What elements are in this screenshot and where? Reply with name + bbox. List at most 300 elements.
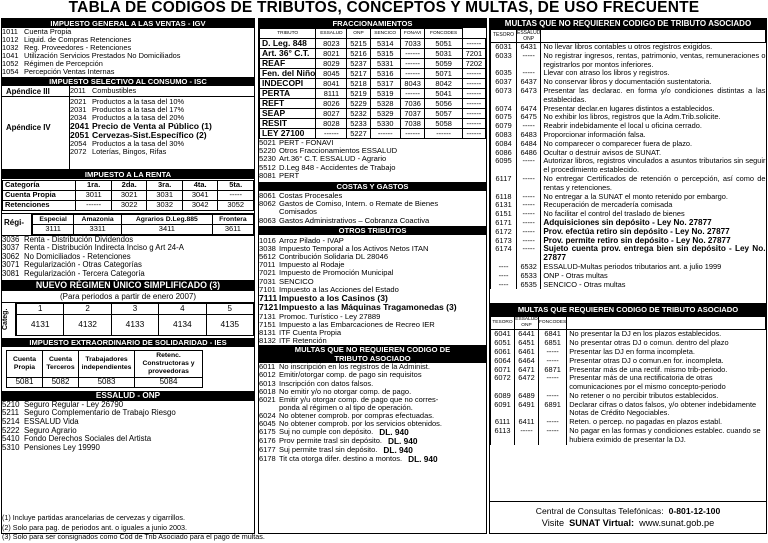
description: Seguro Agrario [24,425,77,435]
isc-apendice-labels [2,86,70,169]
code: 2011 [70,85,86,95]
footnote: (3) Solo para ser consignados como Cód de Trib Asociado para el pago de multas. [2,532,265,541]
ies-value-row [7,377,203,387]
multas-desc: No entregar Certificados de retención o percepción, así como de rentas y retenciones. [543,173,766,192]
regimen-col: Especial [33,214,74,224]
renta-cell: Retenciones [3,200,76,210]
multas-code: 6075 [491,113,517,122]
web-line [490,519,766,529]
code: 8132 [259,336,276,346]
law-ref: DL. 940 [379,427,409,438]
renta-cell: ------ [76,200,112,210]
sunat-virtual: SUNAT Virtual [569,518,632,529]
multas-code: 6091 [491,401,515,419]
apendice-iii: Apéndice III [2,86,69,97]
multas-desc: No presentar la DJ en los plazos establecidos. [569,329,722,339]
multas-code: 6489 [515,392,539,401]
description: Impuesto a los Casinos (3) [279,293,388,303]
code: 6018 [259,386,276,396]
description: Impuesto a las Embarcaciones de Recreo IER [279,319,435,329]
description: Impuesto Temporal a los Activos Netos ITAN [279,243,429,253]
fracc-row [260,39,486,49]
fracc-code: ------ [400,59,425,69]
code: 2021 [70,96,87,106]
fracc-code: 5233 [347,119,370,129]
fracc-code: 5057 [425,109,462,119]
fracc-code: 8111 [316,89,347,99]
description: PERT - FONAVI [279,138,334,147]
regimen-col: Agrarios D.Leg.885 [121,214,212,224]
renta-cell: 3021 [111,190,147,200]
multas2-header-row [491,317,766,330]
renta-cell: 1ra. [76,180,112,190]
description: Gastos de Comiso, Intern. o Remate de Bienes Comisados [279,199,439,217]
multas-code: 6464 [515,357,539,366]
fracc-tributo: REFT [260,99,316,109]
description: Liquid. de Compras Retenciones [24,34,132,44]
multas-code: 6074 [491,105,517,114]
ies-col: Cuenta Terceros [43,350,79,377]
multas-code: 6095 [491,157,517,175]
multas-code: 6533 [517,272,541,281]
code: 3037 [2,243,20,253]
description: Prov permite trasl sin depósito. [279,436,382,446]
description: Impuesto a las Máquinas Tragamonedas (3) [279,302,457,313]
isc-box [2,86,254,170]
rus-categ-label: Categ. [2,303,16,336]
fracc-code: ------ [400,129,425,139]
code: 1032 [2,42,19,52]
description: No inscripción en los registros de la Administ. [279,362,430,372]
multas-code: 6486 [517,149,541,158]
isc-header: IMPUESTO SELECTIVO AL CONSUMO - ISC [2,77,254,86]
fracc-code: ------ [462,89,485,99]
description: Seguro Regular - Ley 26790 [24,399,124,409]
description: Arroz Pilado - IVAP [279,235,344,245]
code: 8063 [259,215,276,225]
multas-code: 6037 [491,78,517,87]
multas-desc: Prov. efectúa retiro sin depósito - Ley No. 27877 [543,226,730,236]
fracc-col: ESSALUD [316,29,347,39]
code: 6024 [259,410,276,420]
multas-code: 6411 [515,418,539,427]
multas-code: 6079 [491,122,517,131]
fracc-col: ONP [347,29,370,39]
otros-rows [259,235,486,346]
renta-cell: 3042 [182,200,218,210]
code: 7151 [259,319,276,329]
ies-header: IMPUESTO EXTRAORDINARIO DE SOLIDARIDAD - IES [2,338,254,347]
regimen-header-row [33,214,254,224]
law-ref: DL. 940 [408,453,438,464]
description: Productos a la tasa del 20% [92,112,185,122]
multas-code: ----- [539,392,567,401]
fracc-tributo: D. Leg. 848 [260,39,316,49]
fracc-code: 5219 [347,89,370,99]
code: 7101 [259,284,276,294]
code: 5410 [2,434,20,444]
multas1-col: TESORO [491,30,517,43]
multas-desc: Presentar las DJ en forma incompleta. [569,346,695,356]
multas-code: ---- [491,272,517,281]
multas-code: 6431 [517,43,541,52]
fracc-tributo: LEY 27100 [260,129,316,139]
multas-desc: Presentar más de una rectif. mismo trib-periodo. [569,364,728,374]
code: 6176 [259,436,276,446]
multas-code: ----- [515,427,539,445]
middle-column [258,18,487,534]
multas-code: 6089 [491,392,515,401]
fracc-code: ------ [316,129,347,139]
multas-desc: Recuperación de mercadería comisada [543,200,673,210]
multas-code: 6033 [491,52,517,70]
code: 2034 [70,112,87,122]
description: Fondo Derechos Sociales del Artista [24,434,152,444]
multas-code: ----- [539,418,567,427]
code-row [2,270,254,278]
multas-code: 6073 [491,87,517,105]
description: Renta - Distribución Dividendos [24,234,134,244]
multas-desc: Presentar las declarac. en forma y/o condiciones distintas a las establecidas. [543,85,766,104]
code: 3081 [2,268,20,278]
description: Reg. Proveedores - Retenciones [24,42,132,52]
multas-code: 6841 [539,330,567,339]
fracc-code: 5218 [347,79,370,89]
description: Cervezas-Sist.Específico (2) [92,130,207,141]
description: No obtener comprob. por compras efectuadas. [279,410,435,420]
renta-cell: 4ta. [182,180,218,190]
description: PERT [279,170,300,180]
fracc-code: ------ [462,69,485,79]
fracc-code: ------ [462,129,485,139]
law-ref: DL. 940 [383,444,413,455]
regimen-val: 3111 [33,224,74,234]
multas-code: 6113 [491,427,515,445]
fracc-code: 8029 [316,59,347,69]
regimen-val: 3611 [212,224,253,234]
fracc-code: ------ [370,129,400,139]
multas-desc: Reten. o percep. no pagadas en plazos establ. [569,417,723,427]
code-row [259,337,486,345]
fracc-code: 5329 [370,109,400,119]
multas-desc: ESSALUD-Multas periodos tributarios ant. a julio 1999 [543,261,722,271]
code: 6175 [259,427,276,437]
rus-code: 4135 [206,314,253,335]
multas-code: ---- [491,281,517,290]
fracc-code: 8021 [316,49,347,59]
multas-code: 6441 [515,330,539,339]
description: Suj no cumple con depósito. [279,427,374,437]
renta-cell: 5ta. [218,180,254,190]
description: Tit cta otorga difer. destino a montos. [279,453,403,463]
igv-header: IMPUESTO GENERAL A LAS VENTAS - IGV [2,19,254,28]
multas2-col: TESORO [491,317,515,330]
multas-code: ----- [539,374,567,392]
description: Regularización - Tercera Categoría [24,268,145,278]
code: 1041 [2,50,19,60]
fracc-code: ------ [462,79,485,89]
renta-cell: 3011 [76,190,112,200]
fracc-code: ------ [462,109,485,119]
ies-col: Retenc. Constructoras y proveedoras [135,350,203,377]
fracc-row [260,59,486,69]
multas-code: ----- [539,357,567,366]
fracc-tributo: SEAP [260,109,316,119]
multas-desc: No registrar ingresos, rentas, patrimonio, ventas, remuneraciones o registrarlos por montos inferiores. [543,50,766,69]
code: 2054 [70,139,87,149]
rus-grid [2,302,254,336]
multas1-col-blank [541,30,766,43]
multas-code: 6532 [517,263,541,272]
renta-row [3,200,254,210]
code-row [259,217,486,225]
fracc-code: 5229 [347,99,370,109]
description: No emitir y/o no otorgar comp. de pago. [279,386,412,396]
fracc-code: ------ [400,89,425,99]
multas1-row [491,245,766,263]
rus-code: 4134 [159,314,206,335]
description: Impuesto a las Acciones del Estado [279,284,399,294]
footnote: (1) Incluye partidas arancelarias de cervezas y cigarrillos. [2,513,185,522]
multas-code: 6071 [491,366,515,375]
fracc-code: 5031 [425,49,462,59]
rus-subtitle: (Para periodos a partir de enero 2007) [59,291,197,301]
description: Emitir y/u otorgar comp. de pago que no corres- [279,394,439,404]
visite-label: Visite [541,518,565,529]
multas2-header: MULTAS QUE REQUIEREN CODIGO DE TRIBUTO ASOCIADO [490,303,766,316]
multas-desc: ONP - Otras multas [543,270,608,280]
fracc-code: 5215 [347,39,370,49]
rus-header: NUEVO RÉGIMEN ÚNICO SIMPLIFICADO (3) [2,280,254,291]
fracc-code: 5051 [425,39,462,49]
fracc-code: ------ [400,69,425,79]
multas-code: ----- [539,427,567,445]
multas-code: 6035 [491,69,517,78]
description: Productos a la tasa del 30% [92,139,185,149]
multas-desc: No retener o no percibir tributos establecidos. [569,390,719,400]
rus-cat: 3 [111,303,158,314]
fracc-code: 5237 [347,59,370,69]
multas-desc: No conservar libros y documentación sustentatoria. [543,77,712,87]
multas-code: 6118 [491,193,517,202]
rus-table [16,303,254,336]
code: 6178 [259,453,276,463]
multas-code: ----- [517,210,541,219]
multas1-row [491,52,766,70]
code: 5310 [2,442,20,452]
fracc-header-row [260,29,486,39]
code: 3038 [259,243,276,253]
code: 3071 [2,260,20,270]
code: 6011 [259,362,276,372]
code-row [70,148,254,156]
multas-desc: No llevar libros contables u otros registros exigidos. [543,42,713,51]
fracc-tributo: Art. 36° C.T. [260,49,316,59]
multas-code: 6871 [539,366,567,375]
fracc-tributo: INDECOPI [260,79,316,89]
fracc-code: 5314 [370,39,400,49]
fracc-code: 8043 [400,79,425,89]
fracc-code: 5330 [370,119,400,129]
central-label: Central de Consultas Telefónicas: [535,506,664,516]
multas-desc: No comparecer o comparecer fuera de plazo. [543,138,693,148]
rus-cat: 2 [64,303,111,314]
multas-code: ----- [539,348,567,357]
code: 1012 [2,34,19,44]
multas1-table [490,29,766,289]
multas-desc: No entregar a la SUNAT el monto retenido por embargo. [543,191,728,201]
description: Productos a la tasa del 10% [92,96,185,106]
multas-code: 6117 [491,175,517,193]
multas1-header-row [491,30,766,43]
fracc-row [260,79,486,89]
multas-code: 6491 [515,401,539,419]
multas-desc: No presentar otras DJ o comun. dentro del plazo [569,338,729,348]
renta-cell: 3031 [147,190,183,200]
description: Otros Fraccionamientos ESSALUD [279,146,398,156]
multas-desc: SENCICO - Otras multas [543,279,626,289]
costas-header: COSTAS Y GASTOS [259,182,486,191]
code: 3036 [2,234,20,244]
multas-code: ----- [517,245,541,263]
code: 5612 [259,252,276,262]
multas-desc: Prov. permite retiro sin depósito - Ley No. 27877 [543,235,731,245]
multas-code: ----- [517,219,541,228]
description: Emitir/otorgar comp. de pago sin requisitos [279,370,422,380]
fracc-code: 8045 [316,69,347,79]
multas-desc: Reabrir indebidamente el local u oficina cerrado. [543,121,702,131]
multas-desc: Ocultar o destruir avisos de SUNAT. [543,147,662,157]
fracc-code: 5059 [425,59,462,69]
code: 5220 [259,146,276,156]
multas-code: 6072 [491,374,515,392]
fracc-row [260,129,486,139]
code: 3062 [2,251,20,261]
description: Impuesto al Rodaje [279,260,345,270]
ies-val: 5083 [79,377,135,387]
phone-number: 0-801-12-100 [668,506,721,516]
fracc-col: TRIBUTO [260,29,316,39]
multas-code: 6174 [491,245,517,263]
multas-code: 6461 [515,348,539,357]
fracc-code: ------ [462,39,485,49]
multas-code: 6061 [491,348,515,357]
renta-cell: 3032 [147,200,183,210]
multas-code: 6171 [491,219,517,228]
fracc-code: 5319 [370,89,400,99]
ies-col: Trabajadores independientes [79,350,135,377]
multas-code: ----- [517,175,541,193]
multas2-col-blank [567,317,766,330]
description: Suj permite trasl sin depósito. [279,444,378,454]
fracc-header: FRACCIONAMIENTOS [259,19,486,28]
regimen-value-row [33,224,254,234]
multas-code: 6111 [491,418,515,427]
multas-desc: Sujeto cuenta prov. entrega bien sin depósito - Ley No. 27877 [543,244,766,263]
fracc-code: 5227 [347,129,370,139]
multas1-header: MULTAS QUE NO REQUIEREN CODIGO DE TRIBUTO ASOCIADO [490,19,766,29]
code: 5214 [2,417,20,426]
fracc-code: 5056 [425,99,462,109]
code-row [259,172,486,180]
multas-code: 6086 [491,149,517,158]
multas-middle-header: MULTAS QUE NO REQUIEREN CODIGO DE TRIBUTO ASOCIADO [259,345,486,363]
multas-code: 6173 [491,237,517,246]
multas-code: 6474 [517,105,541,114]
rus-cat: 5 [206,303,253,314]
fracc-row [260,109,486,119]
contact-box [490,501,766,533]
multas-code: ----- [517,52,541,70]
code: 1054 [2,66,19,76]
renta-cell: 3022 [111,200,147,210]
code-row [70,87,254,95]
code: 7031 [259,276,276,286]
fracc-code: 5058 [425,119,462,129]
description: Gastos Administrativos – Cobranza Coactiva [279,215,430,225]
fracc-code: 5217 [347,69,370,79]
code: 6013 [259,378,276,388]
code: 5512 [259,162,276,172]
regimen-col: Amazonia [74,214,122,224]
renta-cell: Categoría [3,180,76,190]
regimen-val: 3411 [121,224,212,234]
code: 7011 [259,260,276,270]
description: Art.36° C.T. ESSALUD - Agrario [279,154,387,164]
regimen-label: Régi- [2,214,32,235]
fracc-tributo: RESIT [260,119,316,129]
ies-col: Cuenta Propia [7,350,43,377]
fracc-code: 5071 [425,69,462,79]
essalud-header: ESSALUD - ONP [2,391,254,401]
renta-row [3,190,254,200]
ies-val: 5081 [7,377,43,387]
multas-code: 6041 [491,330,515,339]
multas-code: 6473 [517,87,541,105]
regimen-val: 3311 [74,224,122,234]
multas-code: 6437 [517,78,541,87]
fracc-tributo: REAF [260,59,316,69]
footnotes [2,513,492,542]
code: 2041 [70,120,90,131]
rus-code: 4131 [17,314,64,335]
code: 5210 [2,399,20,409]
regimen-table [32,214,254,235]
multas-code: 6084 [491,140,517,149]
fracc-row [260,49,486,59]
otros-header: OTROS TRIBUTOS [259,226,486,235]
code: 7111 [259,293,278,303]
description: Productos a la tasa del 17% [92,104,185,114]
website: www.sunat.gob.pe [639,518,715,529]
multas-code: ----- [517,237,541,246]
multas-desc: Declarar cifras o datos falsos, y/o obtener indebidamente Notas de Crédito Negociables. [569,399,757,418]
fracc-col: FONCODES [425,29,462,39]
multas-code: 6064 [491,357,515,366]
fracc-code: 7037 [400,109,425,119]
regimen-col: Frontera [212,214,253,224]
multas-code: 6451 [515,339,539,348]
code-row [259,455,486,464]
fracc-code: 7033 [400,39,425,49]
code: 5021 [259,138,276,147]
law-ref: DL. 940 [387,436,418,447]
multas-code: ----- [517,122,541,131]
multas2-col: FONCODES [539,317,567,330]
fracc-code: 8041 [316,79,347,89]
fracc-col: FONAVI [400,29,425,39]
multas2-col: ESSALUD ONP [515,317,538,329]
